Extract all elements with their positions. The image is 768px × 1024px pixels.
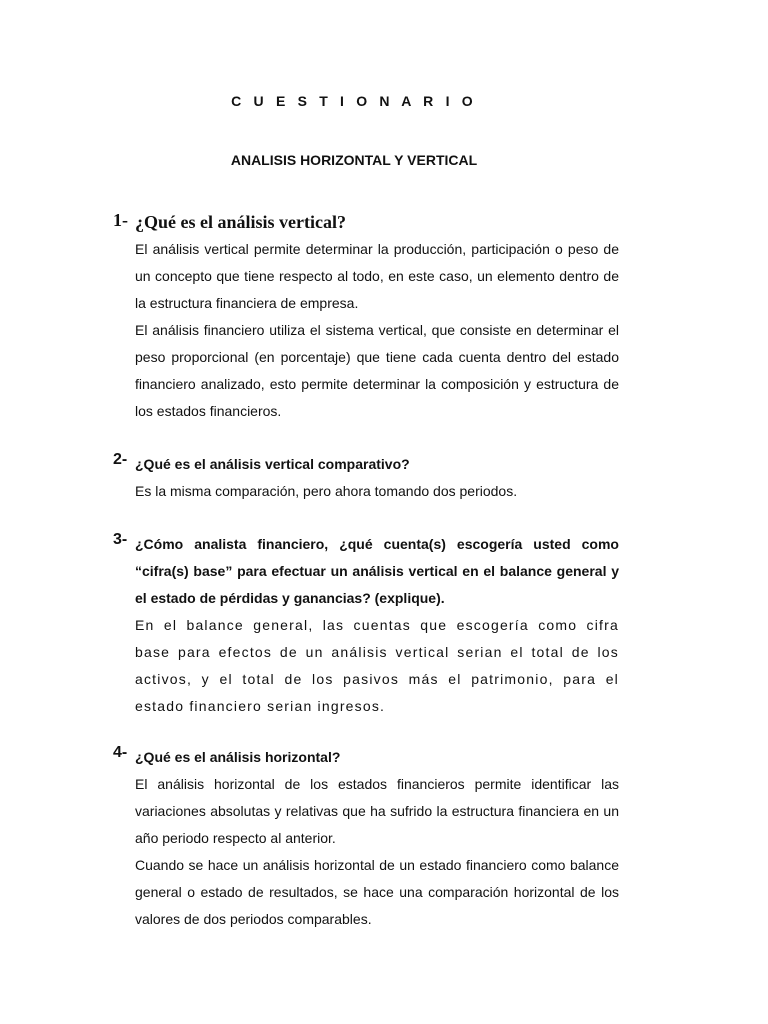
- question-number: 2-: [113, 451, 128, 468]
- question-number: 1-: [113, 210, 128, 230]
- answer-paragraph: El análisis vertical permite determinar la producción, participación o peso de un concepto que tiene respecto al todo, en este caso, un elemento dentro de la estructura financiera de empresa.: [135, 241, 619, 311]
- answer-block: [135, 478, 619, 505]
- page-title: C U E S T I O N A R I O: [231, 93, 477, 109]
- answer-block: [135, 612, 619, 720]
- answer-paragraph: En el balance general, las cuentas que escogería como cifra base para efectos de un análisis vertical serian el total de los activos, y el total de los pasivos más el patrimonio, para el estado financiero serian ingresos.: [135, 617, 619, 714]
- question-text: ¿Qué es el análisis vertical comparativo?: [135, 456, 410, 472]
- question-text: ¿Cómo analista financiero, ¿qué cuenta(s) escogería usted como “cifra(s) base” para efectuar un análisis vertical en el balance general y el estado de pérdidas y ganancias? (explique).: [135, 536, 619, 606]
- question-3: [113, 531, 619, 720]
- question-number: 3-: [113, 531, 128, 548]
- question-number: 4-: [113, 744, 128, 761]
- answer-paragraph: Es la misma comparación, pero ahora tomando dos periodos.: [135, 483, 518, 499]
- answer-block: [135, 771, 619, 933]
- question-text: ¿Qué es el análisis vertical?: [135, 212, 346, 232]
- answer-paragraph: El análisis horizontal de los estados financieros permite identificar las variaciones absolutas y relativas que ha sufrido la estructura financiera en un año periodo respecto al anterior.: [135, 776, 619, 846]
- page-subtitle: ANALISIS HORIZONTAL Y VERTICAL: [230, 152, 478, 168]
- answer-paragraph: El análisis financiero utiliza el sistema vertical, que consiste en determinar el peso proporcional (en porcentaje) que tiene cada cuenta dentro del estado financiero analizado, esto permite determinar la composición y estructura de los estados financieros.: [135, 322, 619, 419]
- question-4: [113, 744, 619, 933]
- question-text: ¿Qué es el análisis horizontal?: [135, 749, 341, 765]
- question-2: [113, 451, 619, 505]
- question-1: [113, 210, 619, 425]
- answer-block: [135, 236, 619, 425]
- answer-paragraph: Cuando se hace un análisis horizontal de un estado financiero como balance general o estado de resultados, se hace una comparación horizontal de los valores de dos periodos comparables.: [135, 857, 619, 927]
